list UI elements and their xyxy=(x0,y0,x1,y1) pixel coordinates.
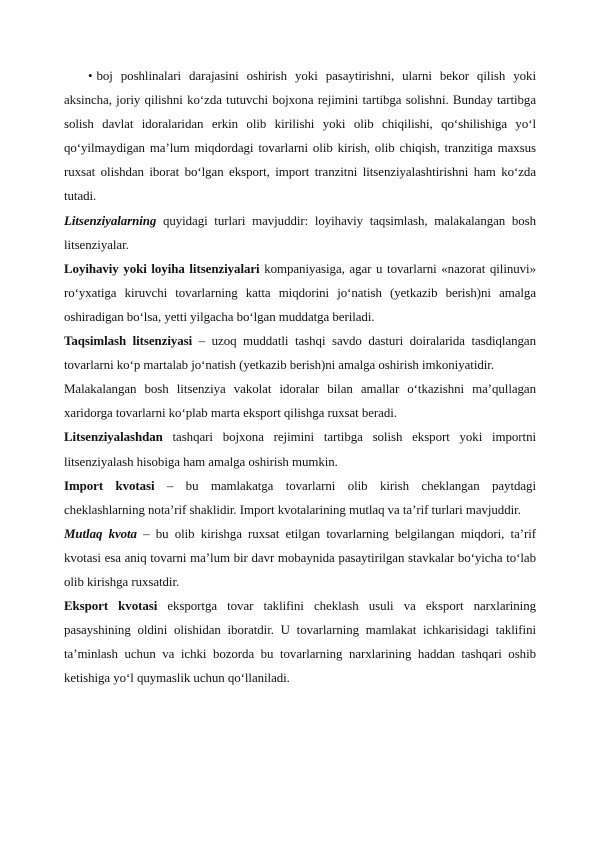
paragraph-malakalangan xyxy=(64,377,536,425)
paragraph-text: boj poshlinalari darajasini oshirish yoki pasaytirishni, ularni bekor qilish yoki aksincha, joriy qilishni ko‘zda tutuvchi bojxona rejimini tartibga solishni. Bunday tartibga solish davlat idoralaridan erkin olib kirilishi yoki olib chiqilishi, qo‘shilishiga yo‘l qo‘yilmaydigan ma’lum miqdordagi tovarlarni olib kirish, olib chiqish, tranzitiga maxsus ruxsat olishdan iborat bo‘lgan eksport, import tranzitni litsenziyalashtirishni ham ko‘zda tutadi. xyxy=(64,69,536,204)
paragraph-import-kvotasi xyxy=(64,474,536,522)
paragraph-text: tashqari bojxona rejimini tartibga solish eksport yoki importni litsenziyalash hisobiga ham amalga oshirish mumkin. xyxy=(64,430,536,469)
term-taqsimlash: Taqsimlash litsenziyasi xyxy=(64,334,193,349)
paragraph-text: Malakalangan bosh litsenziya vakolat idoralar bilan amallar o‘tkazishni ma’qullagan xaridorga tovarlarni ko‘plab marta eksport qilishga ruxsat beradi. xyxy=(64,382,536,421)
paragraph-mutlaq-kvota xyxy=(64,522,536,594)
paragraph-loyihaviy xyxy=(64,257,536,329)
term-import-kvotasi: Import kvotasi xyxy=(64,478,155,493)
paragraph-text: quyidagi turlari mavjuddir: loyihaviy taqsimlash, malakalangan bosh litsenziyalar. xyxy=(64,213,536,252)
term-mutlaq-kvota: Mutlaq kvota xyxy=(64,526,137,541)
term-loyihaviy: Loyihaviy yoki loyiha litsenziyalari xyxy=(64,261,260,276)
paragraph-text: eksportga tovar taklifini cheklash usuli va eksport narxlarining pasayshining oldini olishidan iboratdir. U tovarlarning mamlakat ichkarisidagi taklifini ta’minlash uchun va ichki bozorda bu tovarlarning narxlarining haddan tashqari oshib ketishiga yo‘l quymaslik uchun qo‘llaniladi. xyxy=(64,599,537,686)
paragraph-text: – uzoq muddatli tashqi savdo dasturi doiralarida tasdiqlangan tovarlarni ko‘p martalab jo‘natish (yetkazib berish)ni amalga oshirish imkoniyatidir. xyxy=(64,334,536,373)
term-eksport-kvotasi: Eksport kvotasi xyxy=(64,599,158,614)
paragraph-text: – bu olib kirishga ruxsat etilgan tovarlarning belgilangan miqdori, ta’rif kvotasi esa aniq tovarni ma’lum bir davr mobaynida pasaytirilgan stavkalar bo‘yicha to‘lab olib kirishga ruxsatdir. xyxy=(64,526,536,589)
paragraph-eksport-kvotasi xyxy=(64,594,536,690)
paragraph-litsenziyalashdan xyxy=(64,425,536,473)
paragraph-text: kompaniyasiga, agar u tovarlarni «nazorat qilinuvi» ro‘yxatiga kiruvchi tovarlarning katta miqdorini jo‘natish (yetkazib berish)ni amalga oshiradigan bo‘lsa, yetti yilgacha bo‘lgan muddatga beriladi. xyxy=(64,261,536,324)
paragraph-litsenziyalar-turlari xyxy=(64,209,536,257)
paragraph-bullet xyxy=(64,64,536,209)
term-litsenziyalashdan: Litsenziyalashdan xyxy=(64,430,163,445)
paragraph-text: – bu mamlakatga tovarlarni olib kirish cheklangan paytdagi cheklashlarning nota’rif shaklidir. Import kvotalarining mutlaq va ta’rif turlari mavjuddir. xyxy=(64,478,536,517)
term-litsenziyalarning: Litsenziyalarning xyxy=(64,213,157,228)
bullet-glyph: • xyxy=(88,69,93,83)
paragraph-taqsimlash xyxy=(64,329,536,377)
